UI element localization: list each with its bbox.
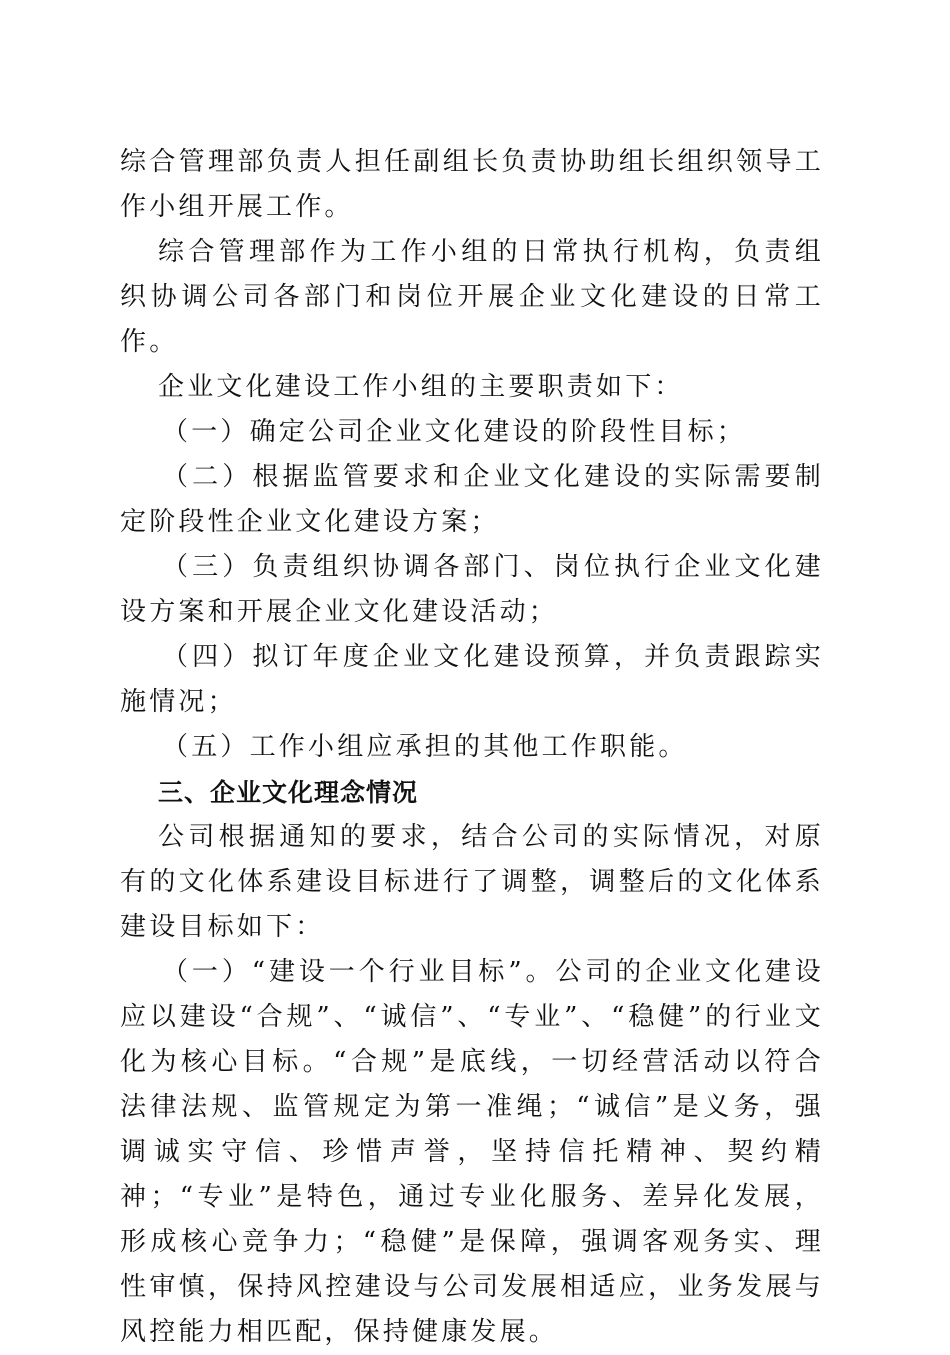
list-item-duty-5: （五）工作小组应承担的其他工作职能。 [162,732,688,762]
paragraph-executive-body: 综合管理部作为工作小组的日常执行机构，负责组织协调公司各部门和岗位开展企业文化建设的日常工作。 [120,237,824,357]
document-body [120,140,824,1355]
section-heading: 三、企业文化理念情况 [158,778,419,807]
paragraph-duties-intro: 企业文化建设工作小组的主要职责如下： [158,372,684,402]
paragraph-industry-goal: （一）“建设一个行业目标”。公司的企业文化建设应以建设“合规”、“诚信”、“专业”、“稳健”的行业文化为核心目标。“合规”是底线，一切经营活动以符合法律法规、监管规定为第一准绳；“诚信”是义务，强调诚实守信、珍惜声誉，坚持信托精神、契约精神；“专业”是特色，通过专业化服务、差异化发展，形成核心竞争力；“稳健”是保障，强调客观务实、理性审慎，保持风控建设与公司发展相适应，业务发展与风控能力相匹配，保持健康发展。 [120,957,824,1347]
paragraph-deputy-leader: 综合管理部负责人担任副组长负责协助组长组织领导工作小组开展工作。 [120,147,824,222]
list-item-duty-1: （一）确定公司企业文化建设的阶段性目标； [162,417,747,447]
list-item-duty-2: （二）根据监管要求和企业文化建设的实际需要制定阶段性企业文化建设方案； [120,462,824,537]
paragraph-culture-goals-intro: 公司根据通知的要求，结合公司的实际情况，对原有的文化体系建设目标进行了调整，调整后的文化体系建设目标如下： [120,822,824,942]
list-item-duty-4: （四）拟订年度企业文化建设预算，并负责跟踪实施情况； [120,642,824,717]
list-item-duty-3: （三）负责组织协调各部门、岗位执行企业文化建设方案和开展企业文化建设活动； [120,552,824,627]
